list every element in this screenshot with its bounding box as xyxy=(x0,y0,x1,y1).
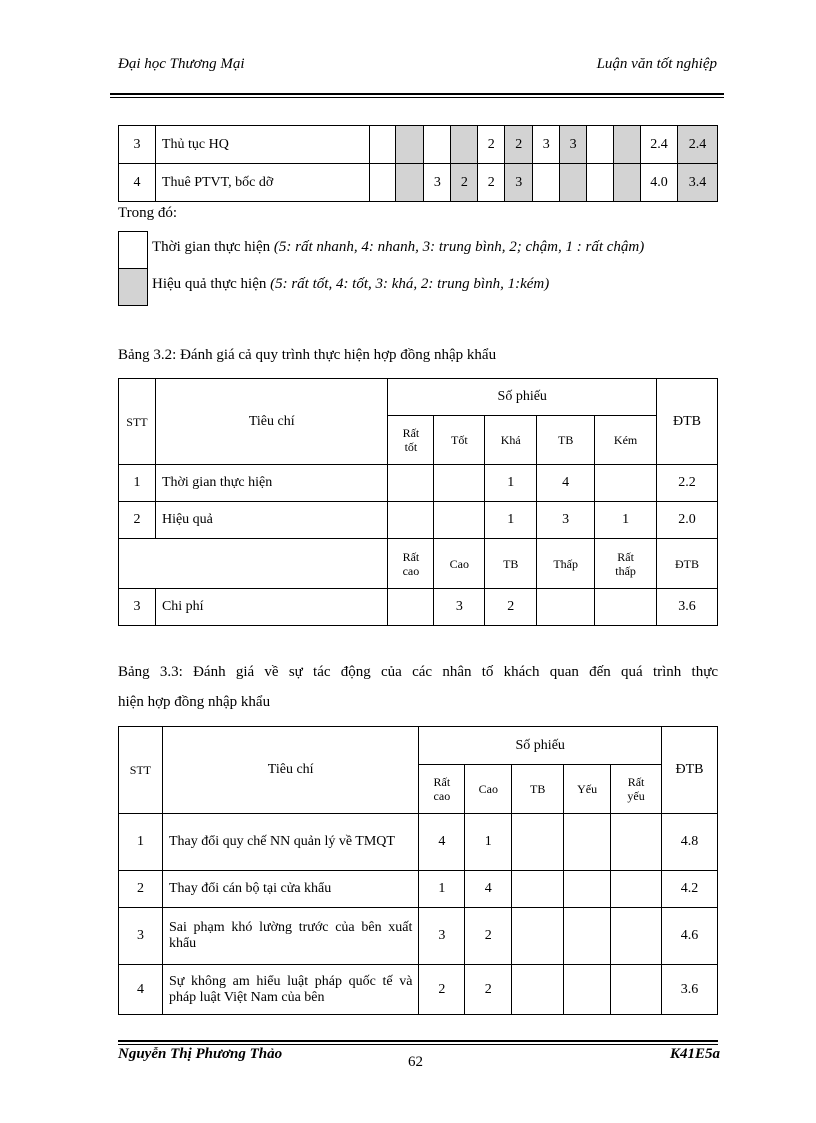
footer-rule xyxy=(118,1040,718,1042)
stt-cell: 4 xyxy=(119,164,156,202)
avg-header: ĐTB xyxy=(657,379,718,465)
stt-header: STT xyxy=(119,379,156,465)
header-rule-thin xyxy=(110,97,724,98)
footer-class: K41E5a xyxy=(669,1046,720,1062)
footer-rule-thin xyxy=(118,1044,718,1045)
avg-header: ĐTB xyxy=(662,727,718,814)
table-row: 1 Thay đổi quy chế NN quản lý về TMQT 4 1 4.8 xyxy=(119,814,718,871)
table-row: 3 Sai phạm khó lường trước của bên xuất khẩu 3 2 4.6 xyxy=(119,908,718,965)
stt-header: STT xyxy=(119,727,163,814)
table-row: 4 Sự không am hiểu luật pháp quốc tế và pháp luật Việt Nam của bên 2 2 3.6 xyxy=(119,965,718,1015)
criteria-cell: Thuê PTVT, bốc dỡ xyxy=(155,164,369,202)
stt-cell: 3 xyxy=(119,126,156,164)
table2-caption: Bảng 3.2: Đánh giá cả quy trình thực hiện hợp đồng nhập khẩu xyxy=(118,347,497,363)
table-3-2: STT Tiêu chí Số phiếu ĐTB Rất tốt Tốt Khá TB Kém 1 Thời gian thực hiện 1 4 2.2 2 Hiệu quả 1 3 1 2.0 Rất cao Cao TB Thấp Rất thấp ĐTB 3 Chi phí 3 2 3.6 xyxy=(118,378,718,626)
table-row: 3 Chi phí 3 2 3.6 xyxy=(119,589,718,626)
header-rule xyxy=(110,93,724,95)
criteria-cell: Thủ tục HQ xyxy=(155,126,369,164)
legend-efficiency: Hiệu quả thực hiện (5: rất tốt, 4: tốt, 3: khá, 2: trung bình, 1:kém) xyxy=(152,276,550,292)
legend-swatch-gray xyxy=(118,268,148,306)
header-left: Đại học Thương Mại xyxy=(118,56,245,72)
table3-caption-line2: hiện hợp đồng nhập khẩu xyxy=(118,694,271,710)
criteria-header: Tiêu chí xyxy=(155,379,388,465)
top-table xyxy=(118,125,718,202)
table-row: 1 Thời gian thực hiện 1 4 2.2 xyxy=(119,465,718,502)
table-row: 2 Thay đổi cán bộ tại cửa khẩu 1 4 4.2 xyxy=(119,871,718,908)
votes-header: Số phiếu xyxy=(419,727,662,765)
table-row: 3 Thủ tục HQ 2 2 3 3 2.4 2.4 xyxy=(119,126,718,164)
header-right: Luận văn tốt nghiệp xyxy=(596,56,717,72)
footer-author: Nguyễn Thị Phương Thảo xyxy=(118,1046,283,1062)
legend-intro: Trong đó: xyxy=(118,205,178,221)
table3-caption-line1: Bảng 3.3: Đánh giá về sự tác động của các nhân tố khách quan đến quá trình thực xyxy=(118,664,718,680)
page-number: 62 xyxy=(408,1054,423,1070)
table-row: 4 Thuê PTVT, bốc dỡ 3 2 2 3 4.0 3.4 xyxy=(119,164,718,202)
legend-swatch-white xyxy=(118,231,148,269)
table-3-3: STT Tiêu chí Số phiếu ĐTB Rất cao Cao TB Yếu Rất yếu 1 Thay đổi quy chế NN quản lý về TMQT 4 1 4.8 2 Thay đổi cán bộ tại cửa khẩu 1 4 4.2 3 Sai phạm khó lường trước của bên xuất khẩu 3 2 4.6 4 Sự không am hiểu luật pháp quốc tế và pháp luật Việt Nam của bên 2 2 3.6 xyxy=(118,726,718,1015)
votes-header: Số phiếu xyxy=(388,379,657,416)
criteria-header: Tiêu chí xyxy=(162,727,418,814)
legend-time: Thời gian thực hiện (5: rất nhanh, 4: nhanh, 3: trung bình, 2; chậm, 1 : rất chậm) xyxy=(152,239,645,255)
table-row: 2 Hiệu quả 1 3 1 2.0 xyxy=(119,502,718,539)
